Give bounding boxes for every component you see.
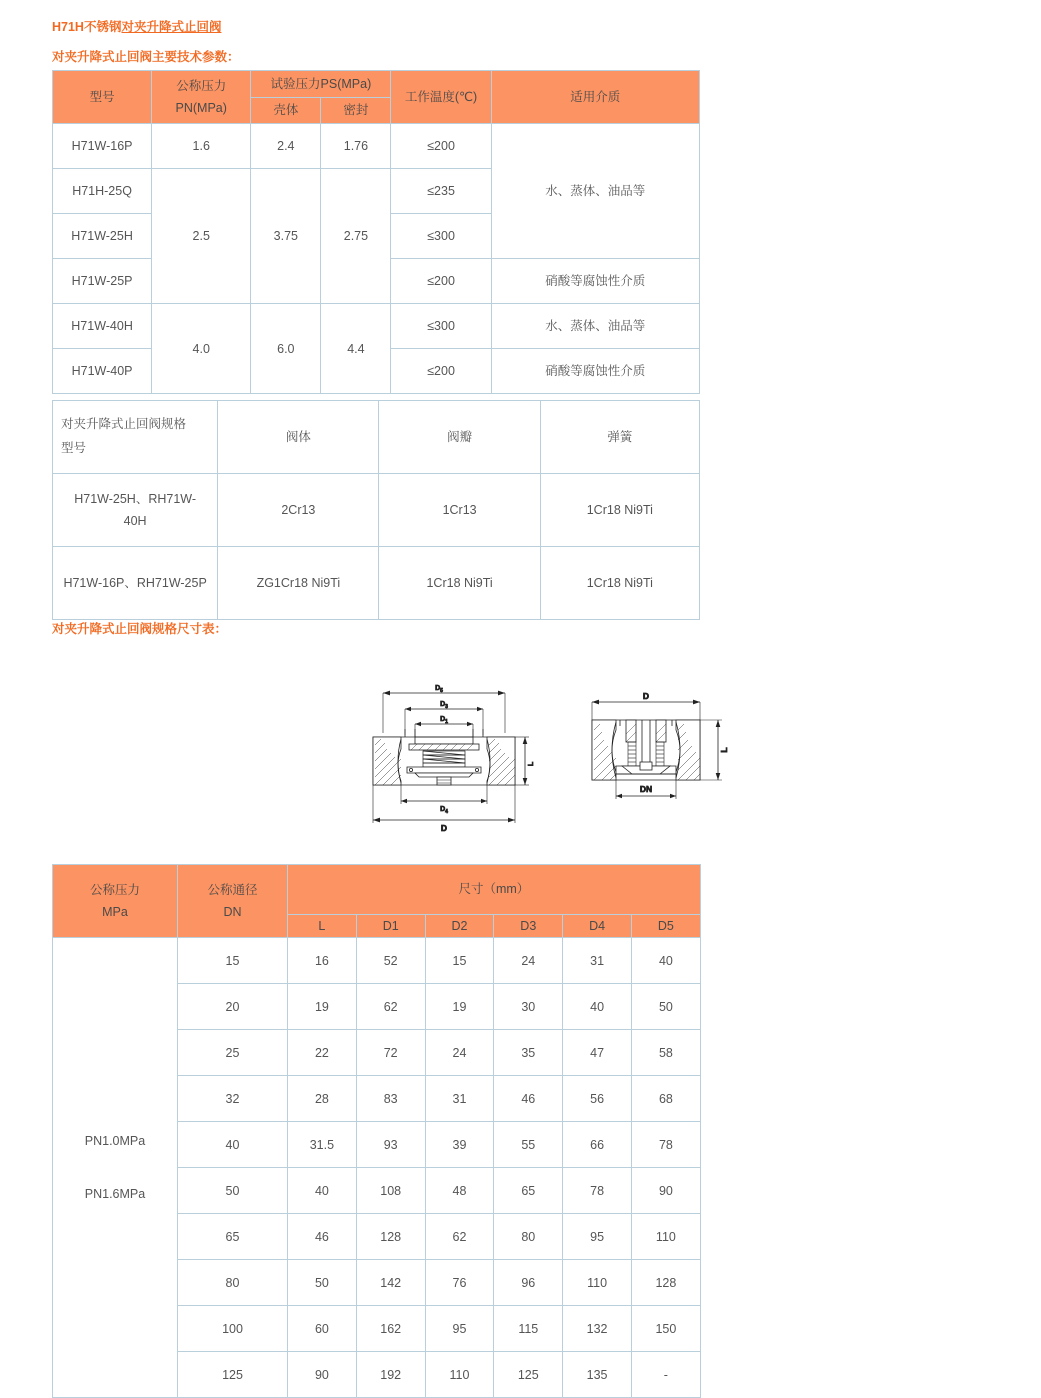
table-header-row (53, 401, 700, 474)
valve-dimension-diagrams (355, 668, 755, 843)
cell-pn: 2.5 (152, 169, 251, 304)
th-nominal-pressure (152, 71, 251, 124)
th-shell: 壳体 (251, 97, 321, 124)
cell-model: H71W-25H (53, 214, 152, 259)
cell-D2: 76 (425, 1260, 494, 1306)
cell-pressure-range (53, 938, 178, 1398)
th-applicable-media: 适用介质 (491, 71, 699, 124)
cell-D1: 62 (356, 984, 425, 1030)
cell-seal: 2.75 (321, 169, 391, 304)
cell-D5: 58 (631, 1030, 700, 1076)
cell-D1: 83 (356, 1076, 425, 1122)
cell-D4: 132 (563, 1306, 632, 1352)
th-nominal-pressure-line2: MPa (102, 905, 128, 920)
cell-dn: 65 (178, 1214, 288, 1260)
th-nominal-pressure-line1: 公称压力 (176, 79, 227, 93)
cell-temp: ≤300 (391, 214, 491, 259)
page-title (52, 17, 221, 35)
cell-D5: 110 (631, 1214, 700, 1260)
cell-D5: 150 (631, 1306, 700, 1352)
cell-D5: - (631, 1352, 700, 1398)
cell-L: 31.5 (288, 1122, 357, 1168)
th-nominal-diameter (178, 865, 288, 938)
label-D-left: D (440, 823, 448, 833)
cell-pressure-line2: PN1.6MPa (84, 1186, 146, 1201)
dimension-table (52, 864, 701, 1398)
cell-body-material: ZG1Cr18 Ni9Ti (218, 547, 379, 620)
th-working-temperature: 工作温度(℃) (391, 71, 491, 124)
th-nominal-diameter-line2: DN (223, 905, 242, 920)
cell-D4: 66 (563, 1122, 632, 1168)
cell-D5: 78 (631, 1122, 700, 1168)
label-D5: $D_5$ (435, 685, 443, 694)
cell-media: 硝酸等腐蚀性介质 (491, 349, 699, 394)
th-spec-model-line2: 型号 (61, 441, 87, 455)
th-spec-model (53, 401, 218, 474)
cell-D5: 90 (631, 1168, 700, 1214)
cell-temp: ≤300 (391, 304, 491, 349)
cell-temp: ≤200 (391, 259, 491, 304)
th-spring: 弹簧 (540, 401, 699, 474)
cell-dn: 50 (178, 1168, 288, 1214)
page-title-link[interactable]: 对夹升降式止回阀 (121, 20, 222, 34)
cell-dn: 80 (178, 1260, 288, 1306)
cell-shell: 3.75 (251, 169, 321, 304)
cell-D1: 52 (356, 938, 425, 984)
cell-model: H71W-40P (53, 349, 152, 394)
th-size-group: 尺寸（mm） (288, 865, 701, 915)
th-nominal-diameter-line1: 公称通径 (207, 882, 258, 897)
th-D3: D3 (494, 915, 563, 938)
cell-D2: 31 (425, 1076, 494, 1122)
cell-L: 28 (288, 1076, 357, 1122)
cell-spec: H71W-16P、RH71W-25P (53, 547, 218, 620)
th-seal: 密封 (321, 97, 391, 124)
cell-D4: 95 (563, 1214, 632, 1260)
th-L: L (288, 915, 357, 938)
cell-dn: 125 (178, 1352, 288, 1398)
cell-dn: 25 (178, 1030, 288, 1076)
label-L-right: L (719, 747, 729, 753)
cell-spring-material: 1Cr18 Ni9Ti (540, 474, 699, 547)
cell-D5: 50 (631, 984, 700, 1030)
cell-D3: 30 (494, 984, 563, 1030)
th-D2: D2 (425, 915, 494, 938)
th-D5: D5 (631, 915, 700, 938)
th-nominal-pressure (53, 865, 178, 938)
cell-D3: 55 (494, 1122, 563, 1168)
cell-D4: 31 (563, 938, 632, 984)
cell-D3: 96 (494, 1260, 563, 1306)
cell-D2: 24 (425, 1030, 494, 1076)
cell-disc-material: 1Cr13 (379, 474, 540, 547)
cell-seal: 4.4 (321, 304, 391, 394)
table-row (53, 124, 700, 169)
table-row (53, 304, 700, 349)
cell-dn: 15 (178, 938, 288, 984)
cell-D4: 78 (563, 1168, 632, 1214)
label-DN: DN (639, 784, 653, 794)
cell-D3: 35 (494, 1030, 563, 1076)
cell-shell: 6.0 (251, 304, 321, 394)
cell-temp: ≤200 (391, 349, 491, 394)
cell-shell: 2.4 (251, 124, 321, 169)
cell-D2: 19 (425, 984, 494, 1030)
materials-table (52, 400, 700, 620)
label-D1: $D_1$ (440, 716, 448, 725)
cell-D2: 15 (425, 938, 494, 984)
cell-D3: 125 (494, 1352, 563, 1398)
cell-temp: ≤235 (391, 169, 491, 214)
cell-D2: 95 (425, 1306, 494, 1352)
cell-D5: 128 (631, 1260, 700, 1306)
cell-D3: 65 (494, 1168, 563, 1214)
table-row (53, 938, 701, 984)
label-D3: $D_3$ (440, 701, 448, 710)
cell-seal: 1.76 (321, 124, 391, 169)
cell-D3: 24 (494, 938, 563, 984)
cell-dn: 40 (178, 1122, 288, 1168)
cell-model: H71H-25Q (53, 169, 152, 214)
cell-media: 水、蒸体、油品等 (491, 124, 699, 259)
cell-D2: 62 (425, 1214, 494, 1260)
cell-pn: 1.6 (152, 124, 251, 169)
cell-D1: 162 (356, 1306, 425, 1352)
cell-D3: 46 (494, 1076, 563, 1122)
cell-spring-material: 1Cr18 Ni9Ti (540, 547, 699, 620)
th-spec-model-line1: 对夹升降式止回阀规格 (61, 417, 187, 432)
cell-L: 50 (288, 1260, 357, 1306)
section-heading-size-table: 对夹升降式止回阀规格尺寸表： (52, 622, 228, 636)
cell-dn: 32 (178, 1076, 288, 1122)
cell-D1: 142 (356, 1260, 425, 1306)
cell-model: H71W-40H (53, 304, 152, 349)
table-row (53, 547, 700, 620)
cell-D4: 135 (563, 1352, 632, 1398)
cell-pressure-line1: PN1.0MPa (84, 1134, 146, 1149)
cell-media: 水、蒸体、油品等 (491, 304, 699, 349)
th-test-pressure: 试验压力PS(MPa) (251, 71, 391, 98)
cell-L: 19 (288, 984, 357, 1030)
cell-D5: 40 (631, 938, 700, 984)
cell-L: 40 (288, 1168, 357, 1214)
diagram-left (373, 685, 535, 833)
cell-L: 16 (288, 938, 357, 984)
cell-D1: 128 (356, 1214, 425, 1260)
table-row (53, 474, 700, 547)
table-header-row (53, 71, 700, 98)
cell-D2: 110 (425, 1352, 494, 1398)
cell-D5: 68 (631, 1076, 700, 1122)
cell-spec: H71W-25H、RH71W-40H (53, 474, 218, 547)
cell-D1: 192 (356, 1352, 425, 1398)
th-nominal-pressure-line1: 公称压力 (89, 882, 140, 897)
section-heading-tech-params: 对夹升降式止回阀主要技术参数： (52, 50, 240, 64)
th-valve-disc: 阀瓣 (379, 401, 540, 474)
table-header-row (53, 865, 701, 915)
technical-parameters-table (52, 70, 700, 394)
label-D-right: D (642, 691, 650, 701)
cell-L: 90 (288, 1352, 357, 1398)
cell-dn: 100 (178, 1306, 288, 1352)
cell-body-material: 2Cr13 (218, 474, 379, 547)
label-L-left: L (528, 761, 535, 767)
th-D4: D4 (563, 915, 632, 938)
cell-D2: 48 (425, 1168, 494, 1214)
diagram-svg (355, 668, 755, 843)
cell-pn: 4.0 (152, 304, 251, 394)
cell-D4: 47 (563, 1030, 632, 1076)
cell-D1: 108 (356, 1168, 425, 1214)
th-D1: D1 (356, 915, 425, 938)
th-model: 型号 (53, 71, 152, 124)
cell-media: 硝酸等腐蚀性介质 (491, 259, 699, 304)
page-title-prefix: H71H不锈钢 (52, 20, 122, 34)
cell-D4: 56 (563, 1076, 632, 1122)
cell-L: 46 (288, 1214, 357, 1260)
cell-temp: ≤200 (391, 124, 491, 169)
cell-D2: 39 (425, 1122, 494, 1168)
th-valve-body: 阀体 (218, 401, 379, 474)
cell-L: 60 (288, 1306, 357, 1352)
cell-D1: 93 (356, 1122, 425, 1168)
diagram-right (592, 691, 729, 799)
label-D4: $D_4$ (440, 806, 448, 815)
cell-model: H71W-25P (53, 259, 152, 304)
cell-D3: 80 (494, 1214, 563, 1260)
cell-D4: 110 (563, 1260, 632, 1306)
cell-L: 22 (288, 1030, 357, 1076)
cell-D4: 40 (563, 984, 632, 1030)
th-nominal-pressure-line2: PN(MPa) (175, 101, 227, 116)
cell-disc-material: 1Cr18 Ni9Ti (379, 547, 540, 620)
cell-D3: 115 (494, 1306, 563, 1352)
cell-D1: 72 (356, 1030, 425, 1076)
cell-dn: 20 (178, 984, 288, 1030)
cell-model: H71W-16P (53, 124, 152, 169)
